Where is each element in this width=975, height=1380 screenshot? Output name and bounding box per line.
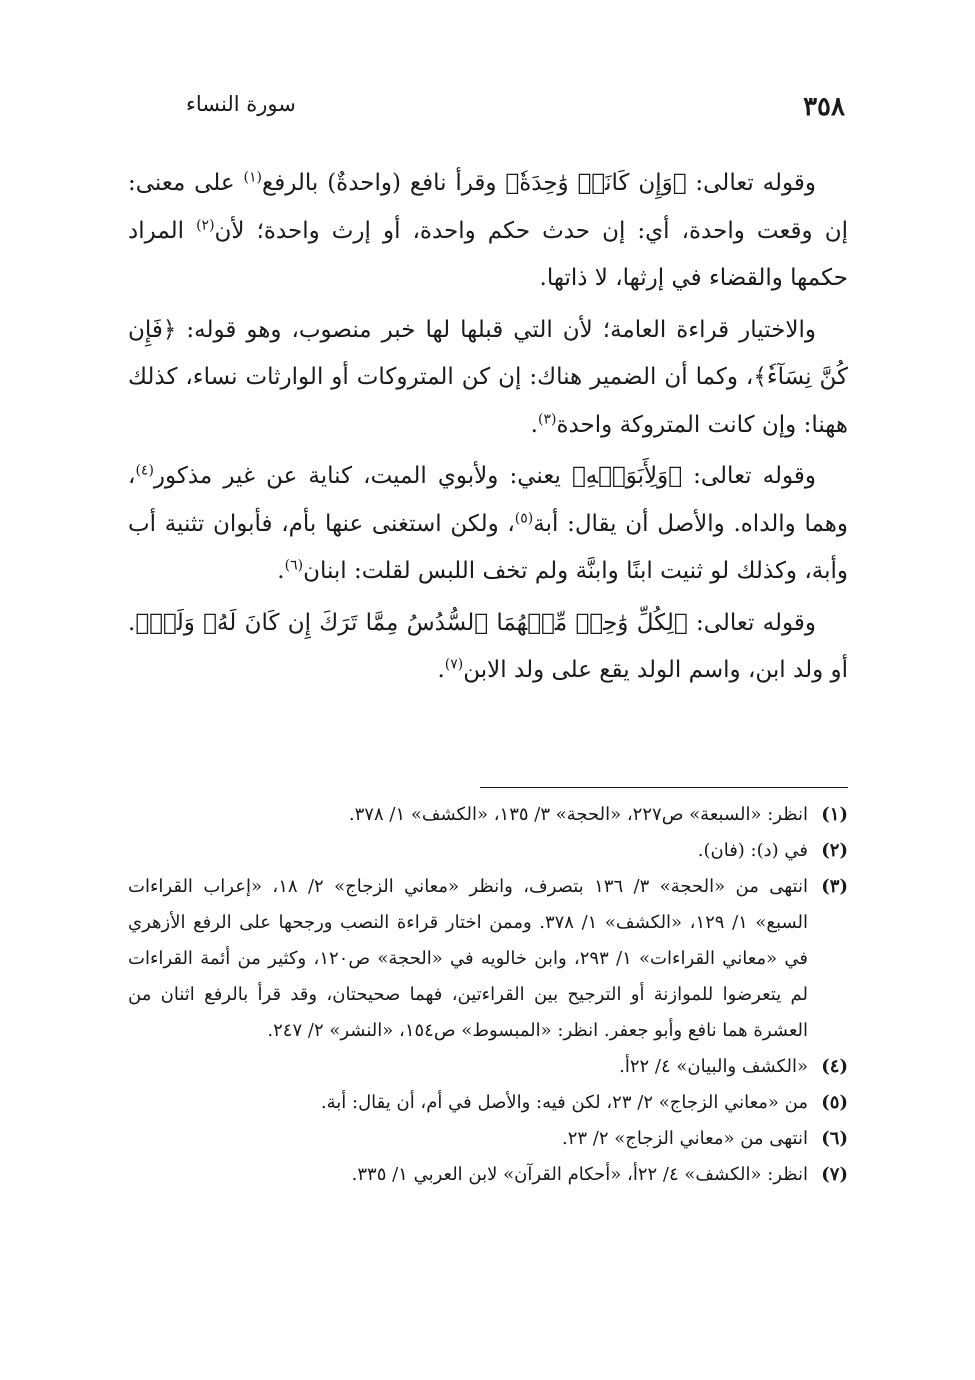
quran-verse: ﴿فَإِن كُنَّ نِسَآءٗ﴾ (128, 316, 848, 390)
footnote-ref: (٥) (514, 509, 534, 526)
footnote-number: (١) (821, 804, 848, 825)
footnote-separator (480, 787, 848, 788)
page-number: ٣٥٨ (803, 92, 845, 122)
footnote-text: «الكشف والبيان» ٤/ ٢٢أ. (619, 1056, 808, 1077)
text-run: المراد حكمها والقضاء في إرثها، لا ذاتها. (128, 217, 848, 291)
footnote-text: انظر: «السبعة» ص٢٢٧، «الحجة» ٣/ ١٣٥، «الكشف» ١/ ٣٧٨. (348, 804, 808, 825)
paragraph-2 (128, 307, 848, 450)
footnote-ref: (٦) (284, 557, 304, 574)
paragraph-3 (128, 453, 848, 596)
footnote-item (128, 1049, 848, 1085)
paragraph-4 (128, 600, 848, 695)
footnote-number: (٥) (821, 1092, 848, 1113)
text-run: ، وكما أن الضمير هناك: إن كن المتروكات أو الوارثات نساء، كذلك ههنا: وإن كانت المتروكة واحدة (128, 364, 848, 438)
footnote-item (128, 1121, 848, 1157)
footnote-item (128, 1085, 848, 1121)
footnote-number: (٦) (821, 1128, 848, 1149)
footnote-number: (٢) (821, 840, 848, 861)
text-run: . (530, 411, 538, 438)
footnote-item (128, 797, 848, 833)
footnote-text: انظر: «الكشف» ٤/ ٢٢أ، «أحكام القرآن» لابن العربي ١/ ٣٣٥. (351, 1164, 808, 1185)
footnote-number: (٧) (821, 1164, 848, 1185)
footnote-item (128, 833, 848, 869)
text-run: على معنى: إن وقعت واحدة، أي: إن حدث حكم واحدة، أو إرث واحدة؛ لأن (128, 170, 848, 244)
text-run: ، ولكن استغنى عنها بأم، فأبوان تثنية أب وأبة، وكذلك لو ثنيت ابنًا وابنَّة ولم تخف اللبس لقلت: ابنان (128, 510, 848, 584)
footnote-text: انتهى من «معاني الزجاج» ٢/ ٢٣. (561, 1128, 808, 1149)
surah-title: سورة النساء (186, 92, 296, 116)
text-run: . (437, 657, 445, 683)
text-run: وقوله تعالى: (682, 463, 816, 489)
footnote-ref: (٤) (135, 462, 154, 479)
text-run: وقوله تعالى: (686, 170, 817, 196)
text-run: . (277, 558, 285, 584)
footnote-ref: (٣) (537, 410, 557, 427)
text-run: والاختيار قراءة العامة؛ لأن التي قبلها لها خبر منصوب، وهو قوله: (176, 316, 816, 343)
quran-verse: ﴿لِكُلِّ وَٰحِدٖ مِّنۡهُمَا ٱلسُّدُسُ مِمَّا تَرَكَ إِن كَانَ لَهُۥ وَلَدٞ﴾ (135, 609, 688, 636)
footnote-text: في (د): (فان). (697, 840, 808, 861)
footnote-number: (٤) (821, 1056, 848, 1077)
footnote-item (128, 869, 848, 1049)
text-run: ، وهما والداه. والأصل أن يقال: أبة (128, 463, 848, 537)
footnote-ref: (٢) (196, 216, 215, 233)
text-run: وقرأ نافع (واحدةٌ) بالرفع (261, 170, 506, 196)
text-run: يعني: ولأبوي الميت، كناية عن غير مذكور (153, 463, 572, 489)
footnote-text: انتهى من «الحجة» ٣/ ١٣٦ بتصرف، وانظر «معاني الزجاج» ٢/ ١٨، «إعراب القراءات السبع» ١/ ١٢٩، «الكشف» ١/ ٣٧٨. وممن اختار قراءة النصب ورجحها على الرفع الأزهري في «معاني القراءات» ١/ ٢٩٣، وابن خالويه في «الحجة» ص١٢٠، وكثير من أئمة القراءات لم يتعرضوا للموازنة أو الترجيح بين القراءتين، فهما صحيحتان، وقد قرأ بالرفع اثنان من العشرة هما نافع وأبو جعفر. انظر: «المبسوط» ص١٥٤، «النشر» ٢/ ٢٤٧. (128, 876, 808, 1041)
footnote-ref: (١) (243, 169, 262, 186)
text-run: . أو ولد ابن، واسم الولد يقع على ولد الابن (128, 609, 848, 683)
main-text (128, 160, 848, 699)
text-run: وقوله تعالى: (687, 609, 816, 636)
footnote-item (128, 1157, 848, 1193)
quran-verse: ﴿وَإِن كَانَتۡ وَٰحِدَةٗ﴾ (505, 170, 687, 196)
footnote-text: من «معاني الزجاج» ٢/ ٢٣، لكن فيه: والأصل في أم، أن يقال: أبة. (320, 1092, 808, 1113)
footnote-ref: (٧) (444, 656, 464, 673)
quran-verse: ﴿وَلِأَبَوَيۡهِ﴾ (571, 463, 683, 489)
footnotes (128, 797, 848, 1193)
paragraph-1 (128, 160, 848, 303)
footnote-number: (٣) (821, 876, 848, 897)
